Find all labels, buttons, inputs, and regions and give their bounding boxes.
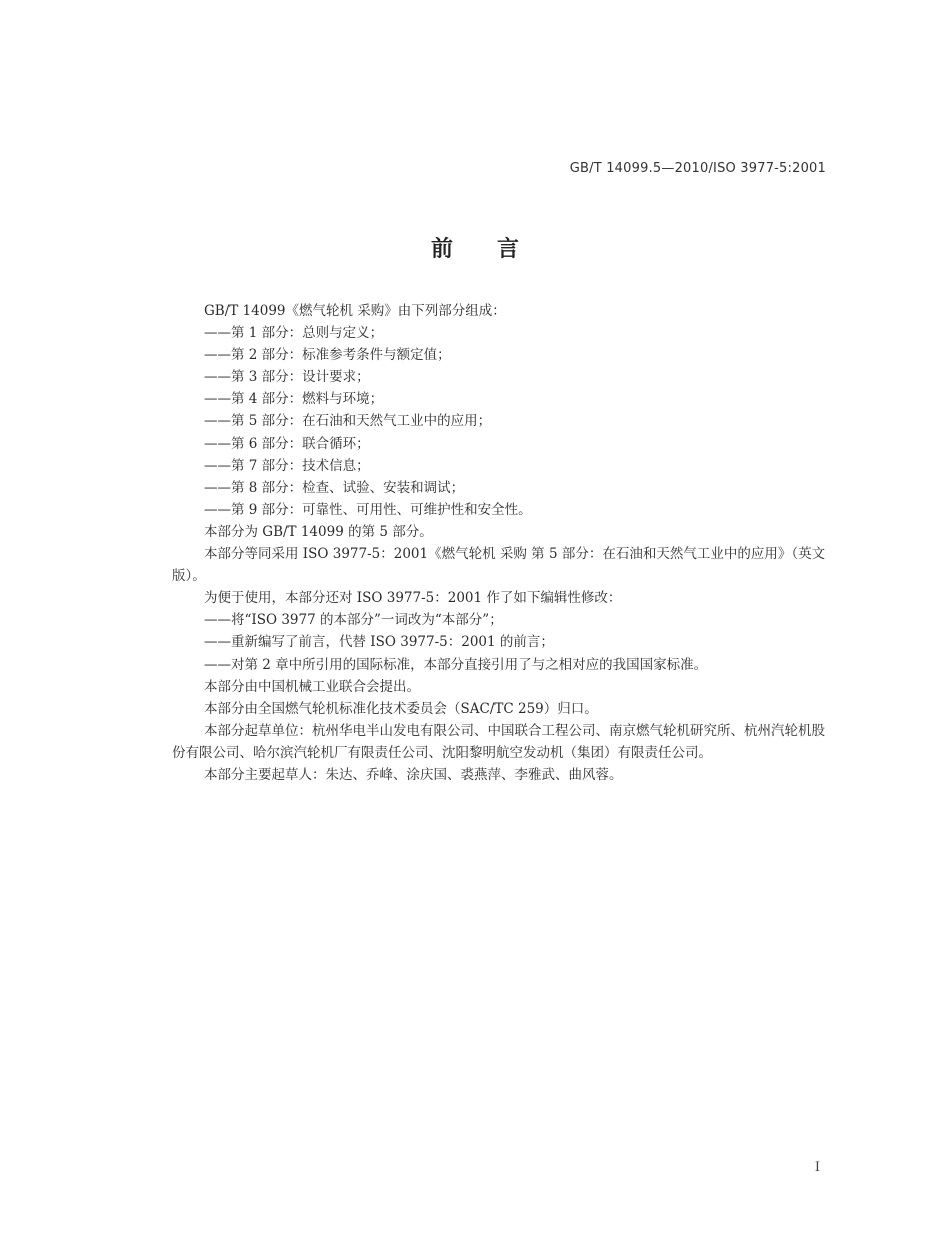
editorial-change-2: ——重新编写了前言，代替 ISO 3977-5：2001 的前言； bbox=[204, 634, 554, 651]
list-item-part-4: ——第 4 部分：燃料与环境； bbox=[204, 391, 384, 408]
list-item-part-7: ——第 7 部分：技术信息； bbox=[204, 457, 370, 474]
list-item-part-1: ——第 1 部分：总则与定义； bbox=[204, 325, 384, 342]
page-number: I bbox=[814, 1160, 820, 1175]
editorial-change-1: ——将“ISO 3977 的本部分”一词改为“本部分”； bbox=[204, 612, 503, 629]
drafters-statement: 本部分主要起草人：朱达、乔峰、涂庆国、裘燕萍、李雅武、曲风蓉。 bbox=[204, 766, 623, 783]
standard-code-header: GB/T 14099.5—2010/ISO 3977-5:2001 bbox=[569, 161, 826, 176]
page-title bbox=[0, 232, 950, 263]
committee-statement: 本部分由全国燃气轮机标准化技术委员会（SAC/TC 259）归口。 bbox=[204, 700, 598, 717]
editorial-changes-intro: 为便于使用，本部分还对 ISO 3977-5：2001 作了如下编辑性修改： bbox=[204, 590, 622, 607]
list-item-part-8: ——第 8 部分：检查、试验、安装和调试； bbox=[204, 479, 465, 496]
foreword-body bbox=[172, 300, 832, 786]
editorial-change-3: ——对第 2 章中所引用的国际标准，本部分直接引用了与之相对应的我国国家标准。 bbox=[204, 656, 708, 673]
list-item-part-3: ——第 3 部分：设计要求； bbox=[204, 369, 370, 386]
intro-line: GB/T 14099《燃气轮机 采购》由下列部分组成： bbox=[204, 303, 506, 319]
list-item-part-2: ——第 2 部分：标准参考条件与额定值； bbox=[204, 347, 451, 364]
drafting-units-paragraph: 本部分起草单位：杭州华电半山发电有限公司、中国联合工程公司、南京燃气轮机研究所、杭州汽轮机股份有限公司、哈尔滨汽轮机厂有限责任公司、沈阳黎明航空发动机（集团）有限责任公司。 bbox=[172, 722, 825, 761]
adoption-paragraph: 本部分等同采用 ISO 3977-5：2001《燃气轮机 采购 第 5 部分：在石油和天然气工业中的应用》（英文版）。 bbox=[172, 546, 826, 585]
list-item-part-5: ——第 5 部分：在石油和天然气工业中的应用； bbox=[204, 413, 492, 430]
part-statement: 本部分为 GB/T 14099 的第 5 部分。 bbox=[204, 523, 433, 540]
proposer-statement: 本部分由中国机械工业联合会提出。 bbox=[204, 678, 420, 695]
title-char-2: 言 bbox=[497, 237, 520, 262]
list-item-part-9: ——第 9 部分：可靠性、可用性、可维护性和安全性。 bbox=[204, 501, 532, 518]
title-char-1: 前 bbox=[430, 237, 453, 262]
list-item-part-6: ——第 6 部分：联合循环； bbox=[204, 435, 370, 452]
